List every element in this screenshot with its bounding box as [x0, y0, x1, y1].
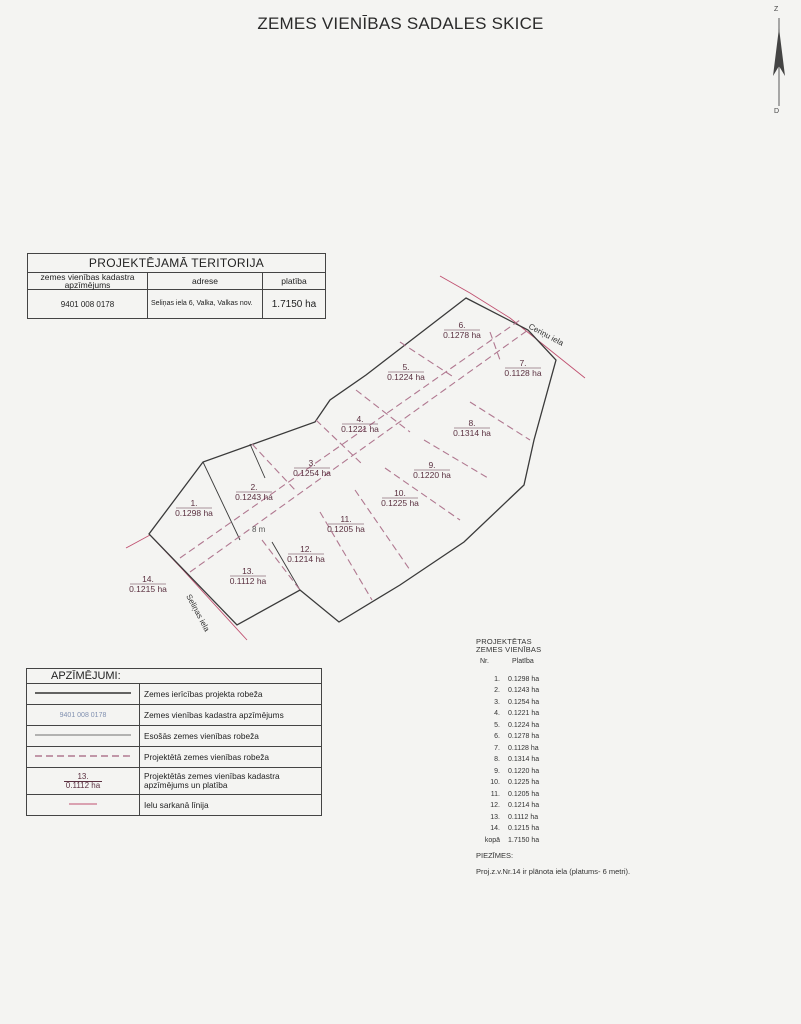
plot-number: 14. — [142, 574, 154, 584]
notes — [476, 851, 630, 876]
plot-number: 9. — [428, 460, 436, 470]
units-row — [476, 800, 541, 812]
units-row-area: 0.1220 ha — [508, 767, 540, 775]
plot-area: 0.1112 ha — [229, 576, 267, 586]
plot-area: 0.1214 ha — [287, 554, 325, 564]
plot-number: 11. — [340, 514, 352, 524]
units-row-nr: 13. — [490, 813, 500, 821]
units-row-area: 0.1254 ha — [508, 698, 540, 706]
units-row-nr: 8. — [494, 756, 500, 764]
legend-text: Projektētā zemes vienības robeža — [140, 747, 322, 768]
col-cadastre: zemes vienības kadastra apzīmējums — [28, 273, 148, 290]
plot-area: 0.1314 ha — [453, 428, 491, 438]
units-row-area: 0.1225 ha — [508, 779, 540, 787]
territory-header: PROJEKTĒJAMĀ TERITORIJA — [28, 254, 326, 273]
units-row-nr: 12. — [490, 802, 500, 810]
plot-number: 12. — [300, 544, 312, 554]
units-row — [476, 697, 541, 709]
units-row-area: 0.1112 ha — [508, 813, 539, 821]
units-row-area: 0.1224 ha — [508, 721, 540, 729]
units-col-nr: Nr. — [480, 658, 489, 666]
units-row-nr: 5. — [494, 721, 500, 729]
units-row-nr: 9. — [494, 767, 500, 775]
units-row-nr: 1. — [494, 675, 500, 683]
units-total-label: kopā — [484, 836, 500, 844]
legend-symbol-projected — [27, 747, 140, 768]
plot-area: 0.1205 ha — [327, 524, 365, 534]
units-row — [476, 674, 541, 686]
address-value: Seliņas iela 6, Valka, Valkas nov. — [148, 290, 263, 319]
plot-area: 0.1221 ha — [341, 424, 379, 434]
legend-symbol-cadastre: 9401 008 0178 — [27, 705, 140, 726]
units-row-area: 0.1214 ha — [508, 802, 540, 810]
units-row-nr: 10. — [490, 779, 500, 787]
units-row-nr: 6. — [494, 733, 500, 741]
units-row-area: 0.1205 ha — [508, 790, 540, 798]
plot-area: 0.1254 ha — [293, 468, 331, 478]
units-header2: ZEMES VIENĪBAS — [476, 645, 542, 654]
units-row — [476, 766, 541, 778]
units-row — [476, 777, 541, 789]
units-row — [476, 685, 541, 697]
units-header1: PROJEKTĒTAS — [476, 637, 532, 646]
north-label: Z — [774, 6, 779, 13]
units-row-area: 0.1314 ha — [508, 756, 540, 764]
units-row-area: 0.1221 ha — [508, 710, 540, 718]
plot-number: 8. — [468, 418, 476, 428]
units-row — [476, 789, 541, 801]
notes-header: PIEZĪMES: — [476, 851, 514, 860]
units-table — [476, 638, 541, 846]
plot-number: 1. — [190, 498, 198, 508]
units-row — [476, 708, 541, 720]
units-row-area: 0.1128 ha — [508, 744, 539, 752]
legend-text: Esošās zemes vienības robeža — [140, 726, 322, 747]
legend-symbol-area: 0.1112 ha — [65, 780, 101, 790]
legend-text: Ielu sarkanā līnija — [140, 795, 322, 816]
units-row-nr: 2. — [494, 687, 500, 695]
units-row-nr: 14. — [490, 825, 500, 833]
units-row-nr: 3. — [494, 698, 500, 706]
legend-text: Zemes ierīcības projekta robeža — [140, 684, 322, 705]
plot-area: 0.1298 ha — [175, 508, 213, 518]
plot-number: 13. — [242, 566, 254, 576]
legend-symbol-project-boundary — [27, 684, 140, 705]
plot-number: 3. — [308, 458, 316, 468]
cadastre-value: 9401 008 0178 — [28, 290, 148, 319]
units-row-area: 0.1215 ha — [508, 825, 540, 833]
plot-area: 0.1224 ha — [387, 372, 425, 382]
plot-number: 5. — [402, 362, 410, 372]
street-selinas-label: Seliņas iela — [184, 592, 212, 634]
units-row-nr: 7. — [494, 744, 500, 752]
units-total: 1.7150 ha — [508, 836, 540, 844]
units-row — [476, 743, 541, 755]
plot-area: 0.1225 ha — [381, 498, 419, 508]
plot-area: 0.1215 ha — [129, 584, 167, 594]
plot-number: 4. — [356, 414, 364, 424]
units-row-area: 0.1298 ha — [508, 675, 540, 683]
plot-area: 0.1278 ha — [443, 330, 481, 340]
legend-symbol-label — [27, 768, 140, 795]
units-row — [476, 754, 541, 766]
units-row — [476, 720, 541, 732]
legend-text: Projektētās zemes vienības kadastra apzīmējums un platība — [140, 768, 322, 795]
col-address: adrese — [148, 273, 263, 290]
units-row — [476, 731, 541, 743]
legend-symbol-existing — [27, 726, 140, 747]
legend-symbol-red-line — [27, 795, 140, 816]
units-row-nr: 11. — [490, 790, 500, 798]
plot-area: 0.1220 ha — [413, 470, 451, 480]
plot-number: 6. — [458, 320, 466, 330]
legend-text: Zemes vienības kadastra apzīmējums — [140, 705, 322, 726]
street-cerinu-label: Ceriņu iela — [527, 321, 566, 348]
legend-symbol-nr: 13. — [77, 771, 89, 781]
units-row — [476, 812, 541, 824]
page-title: ZEMES VIENĪBAS SADALES SKICE — [257, 14, 544, 33]
plot-area: 0.1243 ha — [235, 492, 273, 502]
center-code-label: 8 m — [252, 525, 266, 534]
area-value: 1.7150 ha — [263, 290, 326, 319]
legend-header: APZĪMĒJUMI: — [27, 669, 322, 684]
south-label: D — [774, 108, 780, 115]
plot-number: 10. — [394, 488, 406, 498]
notes-text: Proj.z.v.Nr.14 ir plānota iela (platums- 6 metri). — [476, 867, 631, 876]
plot-area: 0.1128 ha — [504, 368, 542, 378]
units-row — [476, 823, 541, 835]
units-col-area: Platība — [512, 658, 534, 666]
col-area: platība — [263, 273, 326, 290]
plot-number: 7. — [519, 358, 527, 368]
units-row-nr: 4. — [494, 710, 500, 718]
units-row-area: 0.1243 ha — [508, 687, 540, 695]
legend-table — [26, 668, 322, 816]
units-row-area: 0.1278 ha — [508, 733, 540, 741]
plot-number: 2. — [250, 482, 258, 492]
